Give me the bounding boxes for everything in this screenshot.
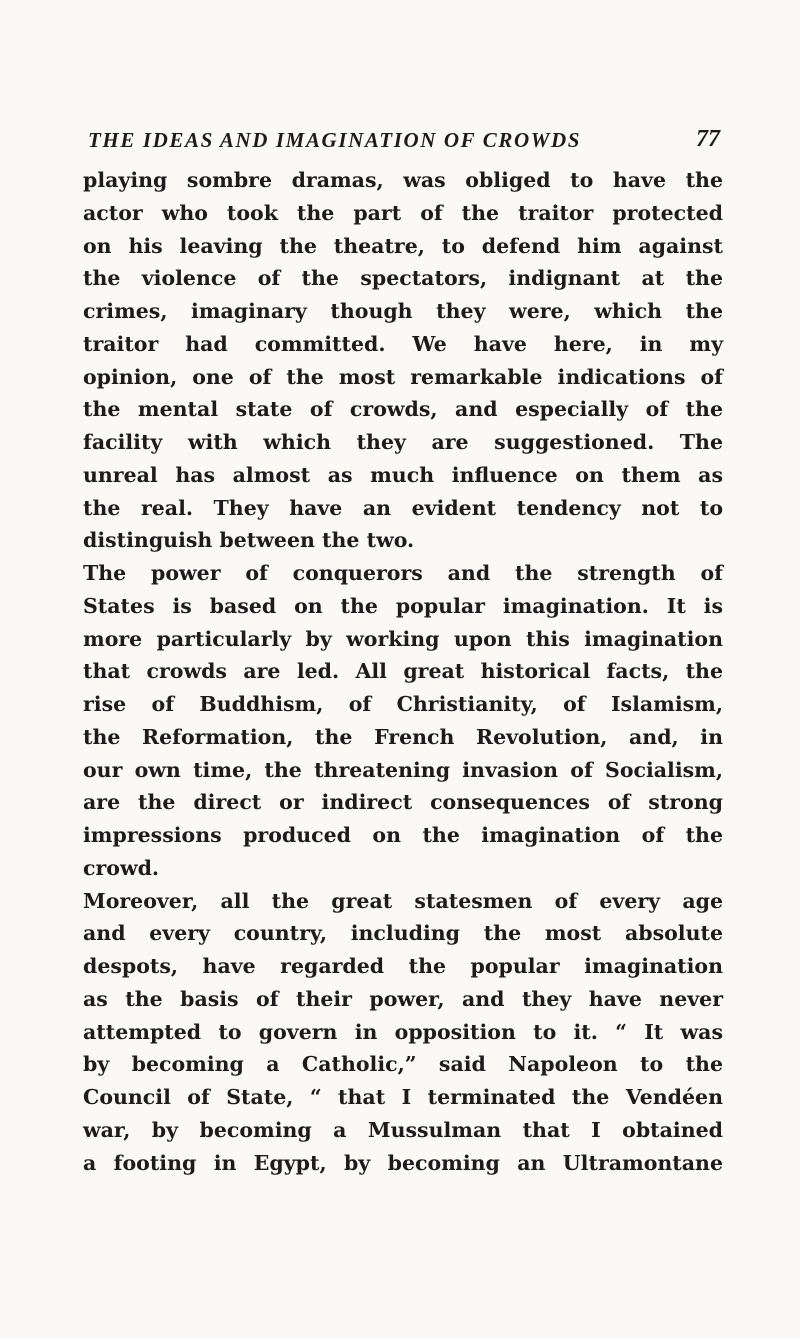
text-line: by becoming a Catholic,” said Napoleon to the — [83, 1052, 723, 1077]
text-line: the mental state of crowds, and especially of the — [83, 397, 723, 422]
text-line: traitor had committed. We have here, in my — [83, 331, 723, 356]
text-line: despots, have regarded the popular imagination — [83, 954, 723, 978]
text-line: that crowds are led. All great historical facts, the — [83, 659, 723, 684]
paragraph-end-line: crowd. — [83, 855, 160, 880]
text-line: as the basis of their power, and they have never — [83, 986, 723, 1011]
text-line: a footing in Egypt, by becoming an Ultramontane — [83, 1150, 723, 1175]
text-line: unreal has almost as much influence on them as — [83, 462, 723, 487]
text-line: States is based on the popular imagination. It is — [83, 593, 723, 618]
text-line: rise of Buddhism, of Christianity, of Islamism, — [83, 692, 723, 716]
running-head — [88, 128, 720, 164]
body-text — [83, 164, 723, 1179]
text-line: opinion, one of the most remarkable indications of — [83, 364, 723, 389]
text-line: attempted to govern in opposition to it. “ It was — [83, 1019, 723, 1044]
text-line: war, by becoming a Mussulman that I obtained — [83, 1117, 723, 1142]
text-line: and every country, including the most absolute — [83, 921, 723, 946]
text-line: actor who took the part of the traitor protected — [83, 200, 723, 225]
page-number: 77 — [696, 126, 720, 152]
text-line: are the direct or indirect consequences of strong — [83, 790, 723, 815]
paragraph-end-line: distinguish between the two. — [83, 528, 415, 553]
text-line: facility with which they are suggestioned. The — [83, 430, 723, 454]
text-line: the Reformation, the French Revolution, and, in — [83, 724, 723, 749]
text-line: our own time, the threatening invasion of Socialism, — [83, 757, 723, 782]
text-line: impressions produced on the imagination of the — [83, 823, 723, 847]
paragraph-start-line: Moreover, all the great statesmen of every age — [83, 888, 723, 913]
text-line: more particularly by working upon this imagination — [83, 626, 723, 651]
text-line: the real. They have an evident tendency not to — [83, 495, 723, 520]
text-line: Council of State, “ that I terminated the Vendéen — [83, 1085, 723, 1109]
paragraph-start-line: The power of conquerors and the strength of — [83, 561, 723, 585]
text-line: playing sombre dramas, was obliged to have the — [83, 168, 723, 192]
running-title: THE IDEAS AND IMAGINATION OF CROWDS — [88, 128, 582, 152]
text-line: on his leaving the theatre, to defend him against — [83, 233, 723, 258]
text-line: crimes, imaginary though they were, which the — [83, 299, 723, 323]
text-line: the violence of the spectators, indignant at the — [83, 266, 723, 291]
